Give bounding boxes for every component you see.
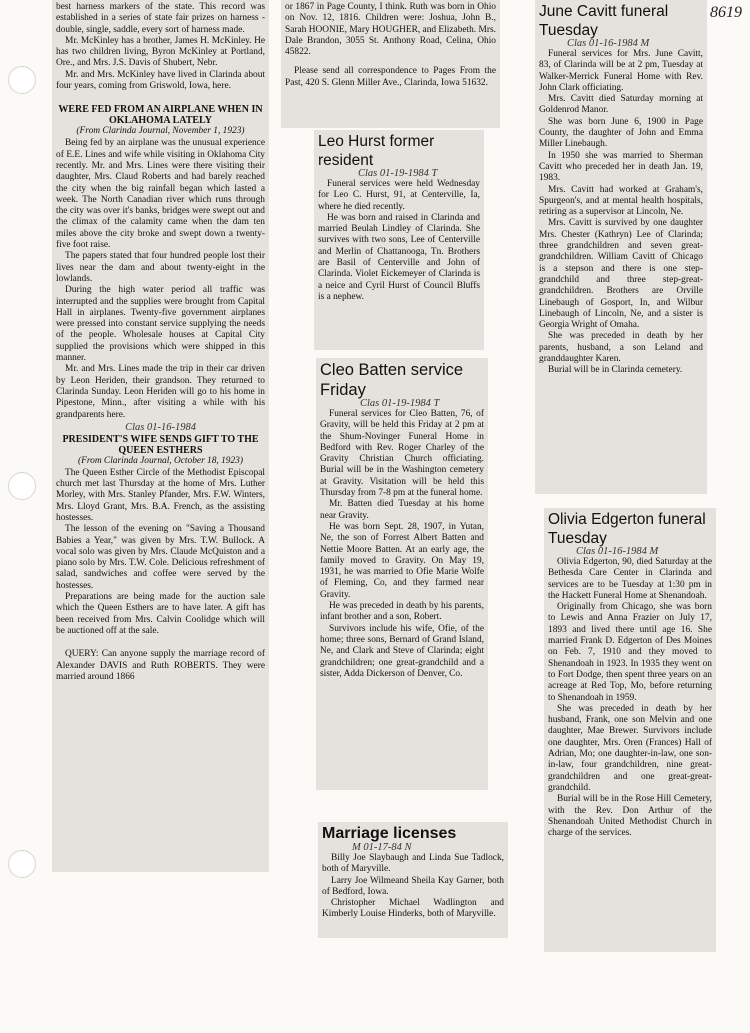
paragraph: Olivia Edgerton, 90, died Saturday at the Bethesda Care Center in Clarinda and services are to be Tuesday at 1:30 pm in the Hackett Funeral Home at Shenandoah.: [548, 557, 712, 601]
paragraph: Mrs. Cavitt died Saturday morning at Goldenrod Manor.: [539, 94, 703, 116]
paragraph: Funeral services for Mrs. June Cavitt, 83, of Clarinda will be at 2 pm, Tuesday at Walker-Merrick Funeral Home with Rev. John Clark officiating.: [539, 49, 703, 93]
paragraph: Funeral services were held Wednesday for Leo C. Hurst, 91, at Centerville, Ia, where he died recently.: [318, 179, 480, 212]
paragraph: Please send all correspondence to Pages From the Past, 420 S. Glenn Miller Ave., Clarinda, Iowa 51632.: [285, 66, 496, 88]
headline-presidents-wife: PRESIDENT'S WIFE SENDS GIFT TO THE QUEEN ESTHERS: [62, 433, 259, 456]
paragraph: Being fed by an airplane was the unusual experience of E.E. Lines and wife while visiting in Oklahoma City recently. Mr. and Mrs. Lines were there visiting their daughter, Mrs. Claud Roberts and had barely reached the city when the big rainfall began which lasted a week. The North Canadian river which runs through the city was over it's banks, bridges were swept out and the climax of the calamity came when the dam ten miles above the city broke and swept down a twenty-five foot raise.: [56, 138, 265, 251]
clipping-query-continued: [281, 0, 500, 128]
clipping-date-stamp: Clas 01-16-1984 M: [567, 38, 650, 49]
paragraph: or 1867 in Page County, I think. Ruth was born in Ohio on Nov. 12, 1816. Children were: Joshua, John B., Sarah HOONIE, Mary HOUGHER, and Elizabeth. Mrs. Dale Brandon, 3055 St. Anthony Road, Celina, Ohio 45822.: [285, 2, 496, 58]
paragraph: Mr. and Mrs. McKinley have lived in Clarinda about four years, coming from Griswold, Iowa, here.: [56, 69, 265, 92]
paragraph: Mrs. Cavitt is survived by one daughter Mrs. Chester (Kathryn) Lee of Clarinda; three grandchildren and seven great-grandchildren. William Cavitt of Chicago is a stepson and there is one step-grandchild and three step-great-grandchildren. Brothers are Orville Linebaugh of Gosport, In, and Wilbur Linebaugh of Lincoln, Ne, and a sister is Georgia Wright of Omaha.: [539, 218, 703, 331]
paragraph: The lesson of the evening on "Saving a Thousand Babies a Year," was given by Mrs. T.W. Bullock. A vocal solo was given by Mrs. Claude McQuiston and a piano solo by Mrs. T.W. Cole. Delicious refreshment of salad, sandwiches and coffee were served by the hostesses.: [56, 524, 265, 591]
paragraph: She was preceded in death by her husband, Frank, one son Melvin and one daughter, Mae Brewer. Survivors include one daughter, Mrs. Oren (Frances) Hall of Adrian, Mo; one daughter-in-law, one son-in-law, four grandchildren, nine great-grandchildren and one great-great-grandchild.: [548, 703, 712, 793]
paragraph: The papers stated that four hundred people lost their lives near the dam and about twenty-eight in the lowlands.: [56, 251, 265, 284]
paragraph: Originally from Chicago, she was born to Lewis and Anna Frazier on July 17, 1893 and lived there until age 16. She married Frank D. Edgerton of Des Moines on Feb. 7, 1910 and they moved to Shenandoah in 1923. In 1935 they went on to Fort Dodge, then spent three years on an acreage at Red Top, Mo, before returning to Shenandoah in 1959.: [548, 602, 712, 703]
marriage-entry: Billy Joe Slaybaugh and Linda Sue Tadlock, both of Maryville.: [322, 853, 504, 875]
clipping-olivia-edgerton: [544, 508, 716, 952]
paragraph: Funeral services for Cleo Batten, 76, of Gravity, will be held this Friday at 2 pm at the Shum-Novinger Funeral Home in Bedford with Rev. Roger Charley of the Gravity Christian Church officiating. Burial will be in the Washington cemetery at Gravity. Visitation will be held this Thursday from 7-8 pm at the funeral home.: [320, 409, 484, 499]
clipping-date-stamp: Clas 01-16-1984 M: [576, 546, 659, 557]
paragraph: He was born and raised in Clarinda and married Beulah Lindley of Clarinda. She survives with two sons, Lee of Centerville and Merlin of Chattanooga, Tn. Brothers are Basil of Centerville and John of Clarinda. Violet Eickemeyer of Clarinda is a neice and Cyril Hurst of Council Bluffs is a nephew.: [318, 212, 480, 302]
query-paragraph: QUERY: Can anyone supply the marriage record of Alexander DAVIS and Ruth ROBERTS. They were married around 1866: [56, 649, 265, 682]
clipping-cleo-batten: [316, 358, 488, 790]
paragraph: She was preceded in death by her parents, husband, a son Leland and granddaughter Karen.: [539, 331, 703, 365]
headline-olivia-edgerton: Olivia Edgerton funeral Tuesday: [548, 511, 706, 547]
paragraph: best harness markers of the state. This record was established in a series of state fair prizes on harness - double, single, saddle, every sort of harness made.: [56, 2, 265, 35]
paragraph: She was born June 6, 1900 in Page County, the daughter of John and Emma Miller Linebaugh.: [539, 116, 703, 150]
binder-hole-top: [8, 66, 36, 94]
clipping-date-stamp: Clas 01-19-1984 T: [358, 168, 438, 179]
paragraph: During the high water period all traffic was interrupted and the supplies were brought from Capital Hall in airplanes. Twenty-five government airplanes were pressed into constant service supplying the needs of the people. Wholesale houses at Capital City supplied the provisions which were shipped in this manner.: [56, 285, 265, 364]
clipping-date-stamp: Clas 01-16-1984: [125, 421, 196, 433]
page-number: 8619: [710, 4, 742, 21]
paragraph: In 1950 she was married to Sherman Cavitt who preceded her in death Jan. 19, 1983.: [539, 150, 703, 184]
paragraph: Mrs. Cavitt had worked at Graham's, Spurgeon's, and at mental health hospitals, retiring as a supervisor at Lincoln, Ne.: [539, 184, 703, 218]
headline-leo-hurst: Leo Hurst former resident: [318, 133, 435, 169]
binder-hole-bottom: [8, 850, 36, 878]
source-line: (From Clarinda Journal, November 1, 1923): [76, 126, 245, 137]
marriage-entry: Christopher Michael Wadlington and Kimberly Louise Hinderks, both of Maryville.: [322, 898, 504, 920]
headline-airplane: WERE FED FROM AN AIRPLANE WHEN IN OKLAHOMA LATELY: [58, 104, 263, 127]
paragraph: The Queen Esther Circle of the Methodist Episcopal church met last Thursday at the home of Mrs. Luther Morley, with Mrs. Stanley Pfander, Mrs. F.W. Winters, Mrs. Lloyd Grant, Mrs. B.A. French, as the assisting hostesses.: [56, 467, 265, 523]
paragraph: Survivors include his wife, Ofie, of the home; three sons, Bernard of Grand Island, Ne, and Clark and Steve of Clarinda; eight grandchildren; one great-grandchild and a sister, Adda Dickerson of Denver, Co.: [320, 623, 484, 679]
paragraph: Mr. Batten died Tuesday at his home near Gravity.: [320, 499, 484, 521]
clipping-marriage-licenses: [318, 822, 508, 938]
paragraph: Preparations are being made for the auction sale which the Queen Esthers are to have later. A gift has been received from Mrs. Calvin Coolidge which will be auctioned off at the sale.: [56, 592, 265, 636]
clipping-date-stamp: Clas 01-19-1984 T: [360, 398, 440, 409]
paragraph: Burial will be in the Rose Hill Cemetery, with the Rev. Don Arthur of the Shenandoah United Methodist Church in charge of the services.: [548, 794, 712, 839]
marriage-entry: Larry Joe Wilmeand Sheila Kay Garner, both of Bedford, Iowa.: [322, 875, 504, 897]
headline-cleo-batten: Cleo Batten service Friday: [320, 361, 464, 399]
source-line: (From Clarinda Journal, October 18, 1923): [77, 455, 243, 466]
clipping-mckinley-airplane-queen-esthers: [52, 0, 269, 872]
headline-marriage-licenses: Marriage licenses: [322, 825, 457, 842]
paragraph: Mr. McKinley has a brother, James H. McKinley. He has two children living, Byron McKinley at Portland, Ore., and Mrs. J.S. Davis of Shubert, Nebr.: [56, 35, 265, 69]
paragraph: He was born Sept. 28, 1907, in Yutan, Ne, the son of Forrest Albert Batten and Nettie Moore Batten. At an early age, the family moved to Gravity. On May 19, 1931, he was married to Ofie Marie Wolfe of Fleming, Co, and they farmed near Gravity.: [320, 521, 484, 600]
clipping-date-stamp: M 01-17-84 N: [352, 842, 412, 853]
clipping-leo-hurst: [314, 130, 484, 350]
headline-june-cavitt: June Cavitt funeral Tuesday: [539, 3, 669, 39]
paragraph: He was preceded in death by his parents, infant brother and a son, Robert.: [320, 601, 484, 623]
paragraph: Burial will be in Clarinda cemetery.: [548, 365, 683, 376]
paragraph: Mr. and Mrs. Lines made the trip in their car driven by Leon Heriden, their grandson. They returned to Clarinda Sunday. Leon Heriden will go to his home in Pipestone, Minn., after visiting a while with his grandparents here.: [56, 364, 265, 420]
clipping-june-cavitt: [535, 0, 707, 494]
binder-hole-middle: [8, 472, 36, 500]
